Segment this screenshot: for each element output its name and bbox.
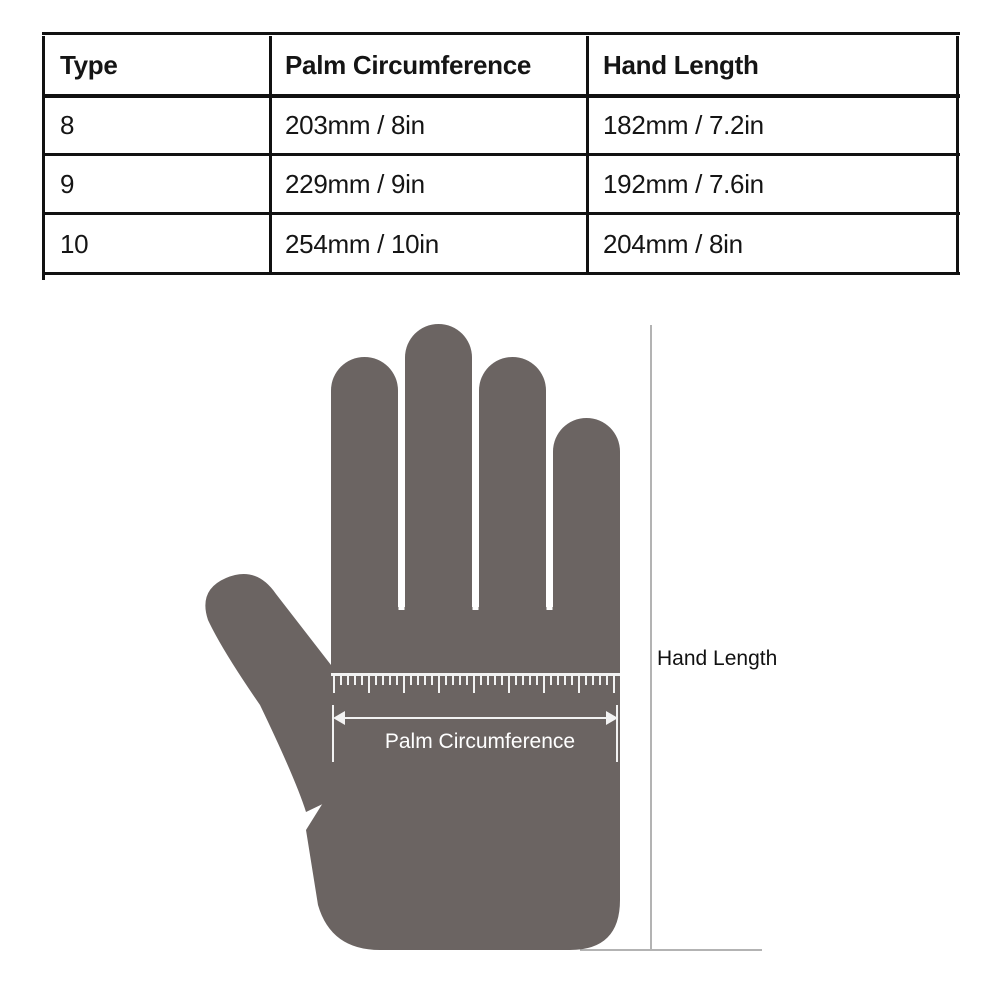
table-header-palm-circumference: Palm Circumference xyxy=(285,49,532,80)
table-header-type: Type xyxy=(60,49,118,80)
palm-circumference-label: Palm Circumference xyxy=(384,730,576,753)
table-cell-type: 8 xyxy=(60,109,75,140)
palm xyxy=(306,607,620,950)
table-cell-length: 204mm / 8in xyxy=(603,228,743,259)
table-header-hand-length: Hand Length xyxy=(603,49,759,80)
table-cell-type: 10 xyxy=(60,228,89,259)
table-cell-palm: 254mm / 10in xyxy=(285,228,439,259)
ruler-top-edge xyxy=(331,673,620,676)
hand-length-label: Hand Length xyxy=(657,647,778,670)
table-cell-length: 192mm / 7.6in xyxy=(603,168,764,199)
table-cell-palm: 203mm / 8in xyxy=(285,109,425,140)
hand-silhouette xyxy=(205,324,620,950)
table-cell-type: 9 xyxy=(60,168,75,199)
table-cell-palm: 229mm / 9in xyxy=(285,168,425,199)
table-cell-length: 182mm / 7.2in xyxy=(603,109,764,140)
thumb xyxy=(205,574,331,812)
